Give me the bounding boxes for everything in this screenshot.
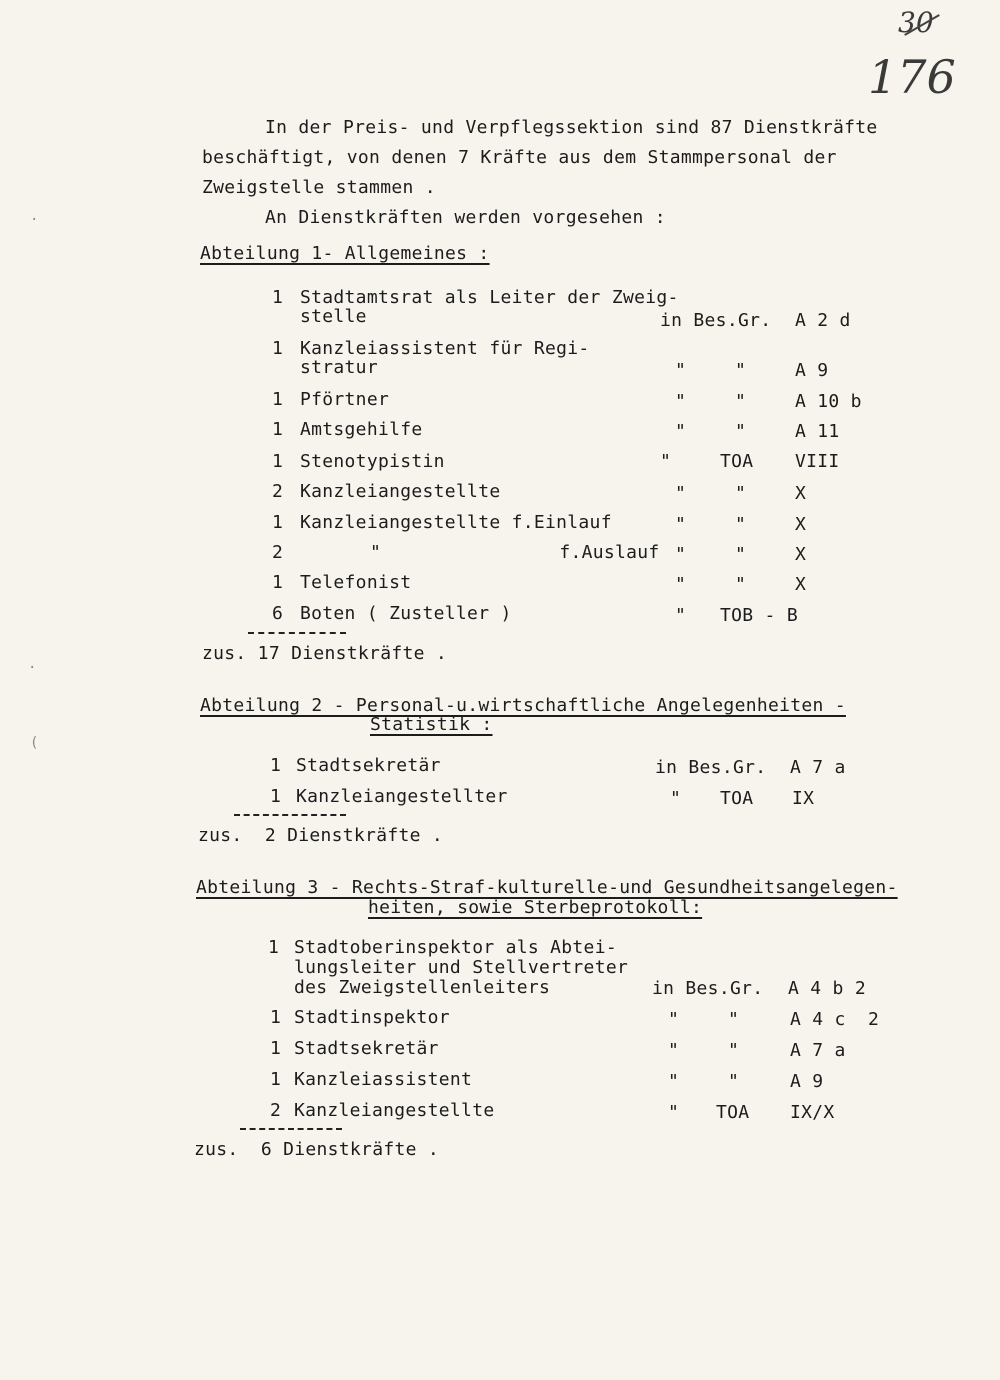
row-ditto: ": [735, 360, 747, 381]
row-name: Kanzleiangestellte f.Einlauf: [300, 512, 612, 533]
punch-mark: (: [30, 735, 39, 751]
row-ditto: ": [668, 1102, 680, 1123]
intro-line-2: beschäftigt, von denen 7 Kräfte aus dem Stammpersonal der: [202, 147, 837, 168]
row-num: 1: [272, 512, 284, 533]
row-ditto: ": [668, 1040, 680, 1061]
section-2-heading: Abteilung 2 - Personal-u.wirtschaftliche Angelegenheiten -: [200, 695, 846, 716]
row-num: 1: [270, 1069, 282, 1090]
row-ditto: ": [675, 360, 687, 381]
row-grade: A 11: [795, 421, 840, 442]
row-name: Stenotypistin: [300, 451, 445, 472]
row-grade: A 9: [790, 1071, 824, 1092]
punch-mark: ·: [28, 660, 37, 676]
row-grade: A 2 d: [795, 310, 851, 331]
row-tariff: TOA: [720, 451, 754, 472]
row-name: Stadtinspektor: [294, 1007, 450, 1028]
row-name: Kanzleiangestellte: [294, 1100, 495, 1121]
row-name: Kanzleiangestellte: [300, 481, 501, 502]
row-name: Kanzleiassistent für Regi-: [300, 338, 590, 359]
row-name: Stadtsekretär: [294, 1038, 439, 1059]
section-3-heading: Abteilung 3 - Rechts-Straf-kulturelle-und Gesundheitsangelegen-: [196, 877, 898, 898]
row-grade: VIII: [795, 451, 840, 472]
row-ditto: ": [728, 1071, 740, 1092]
row-name: Kanzleiassistent: [294, 1069, 473, 1090]
row-ditto: ": [675, 483, 687, 504]
row-name-cont: des Zweigstellenleiters: [294, 977, 551, 998]
intro-line-4: An Dienstkräften werden vorgesehen :: [265, 207, 666, 228]
row-ditto: ": [675, 421, 687, 442]
row-grade: X: [795, 483, 807, 504]
row-num: 1: [272, 572, 284, 593]
row-ditto: ": [728, 1009, 740, 1030]
row-grade: A 4 c 2: [790, 1009, 880, 1030]
row-num: 2: [270, 1100, 282, 1121]
row-grade: A 10 b: [795, 391, 862, 412]
row-tariff: TOA: [716, 1102, 750, 1123]
row-pay-group: in Bes.Gr.: [660, 310, 772, 331]
intro-line-1: In der Preis- und Verpflegssektion sind 87 Dienstkräfte: [265, 117, 878, 138]
row-tariff: TOB - B: [720, 605, 798, 626]
row-ditto: ": [735, 483, 747, 504]
sum-divider: [234, 814, 346, 816]
row-grade: X: [795, 574, 807, 595]
section-total: zus. 6 Dienstkräfte .: [194, 1139, 440, 1160]
row-num: 1: [268, 937, 280, 958]
row-ditto: ": [675, 514, 687, 535]
row-ditto: ": [668, 1071, 680, 1092]
row-name: Boten ( Zusteller ): [300, 603, 512, 624]
row-name: Stadtoberinspektor als Abtei-: [294, 937, 617, 958]
row-grade: A 4 b 2: [788, 978, 866, 999]
row-ditto: ": [670, 788, 682, 809]
row-pay-group: in Bes.Gr.: [655, 757, 767, 778]
row-pay-group: in Bes.Gr.: [652, 978, 764, 999]
row-num: 6: [272, 603, 284, 624]
section-2-heading-cont: Statistik :: [370, 714, 493, 735]
row-name: Kanzleiangestellter: [296, 786, 508, 807]
row-ditto: ": [735, 574, 747, 595]
row-ditto: ": [675, 544, 687, 565]
row-grade: X: [795, 514, 807, 535]
row-ditto: ": [675, 391, 687, 412]
folio-number: 176: [868, 50, 956, 104]
sum-divider: [248, 632, 346, 634]
row-name-cont: stelle: [300, 306, 367, 327]
row-num: 2: [272, 481, 284, 502]
intro-line-3: Zweigstelle stammen .: [202, 177, 436, 198]
row-num: 2: [272, 542, 284, 563]
row-name-cont: lungsleiter und Stellvertreter: [294, 957, 629, 978]
row-grade: X: [795, 544, 807, 565]
row-name: Pförtner: [300, 389, 390, 410]
section-total: zus. 17 Dienstkräfte .: [202, 643, 448, 664]
row-num: 1: [270, 1007, 282, 1028]
row-name-cont: stratur: [300, 357, 378, 378]
row-ditto: ": [668, 1009, 680, 1030]
row-tariff: TOA: [720, 788, 754, 809]
row-num: 1: [272, 287, 284, 308]
row-ditto: ": [735, 391, 747, 412]
row-grade: IX: [792, 788, 815, 809]
row-num: 1: [272, 451, 284, 472]
row-name: Amtsgehilfe: [300, 419, 423, 440]
row-ditto: ": [660, 451, 672, 472]
row-grade: A 9: [795, 360, 829, 381]
row-grade: IX/X: [790, 1102, 835, 1123]
punch-mark: ·: [30, 212, 39, 228]
row-name: Stadtsekretär: [296, 755, 441, 776]
row-name: Stadtamtsrat als Leiter der Zweig-: [300, 287, 679, 308]
row-num: 1: [270, 786, 282, 807]
row-num: 1: [270, 755, 282, 776]
row-ditto: ": [735, 544, 747, 565]
section-1-heading: Abteilung 1- Allgemeines :: [200, 243, 490, 264]
row-name: Telefonist: [300, 572, 412, 593]
row-num: 1: [272, 338, 284, 359]
row-name: " f.Auslauf: [370, 542, 660, 563]
page-number: 30: [898, 6, 934, 39]
sum-divider: [240, 1128, 342, 1130]
row-grade: A 7 a: [790, 757, 846, 778]
row-grade: A 7 a: [790, 1040, 846, 1061]
row-num: 1: [272, 419, 284, 440]
section-3-heading-cont: heiten, sowie Sterbeprotokoll:: [368, 897, 703, 918]
row-ditto: ": [735, 421, 747, 442]
row-num: 1: [272, 389, 284, 410]
row-ditto: ": [728, 1040, 740, 1061]
row-ditto: ": [675, 605, 687, 626]
row-ditto: ": [675, 574, 687, 595]
section-total: zus. 2 Dienstkräfte .: [198, 825, 444, 846]
row-num: 1: [270, 1038, 282, 1059]
row-ditto: ": [735, 514, 747, 535]
